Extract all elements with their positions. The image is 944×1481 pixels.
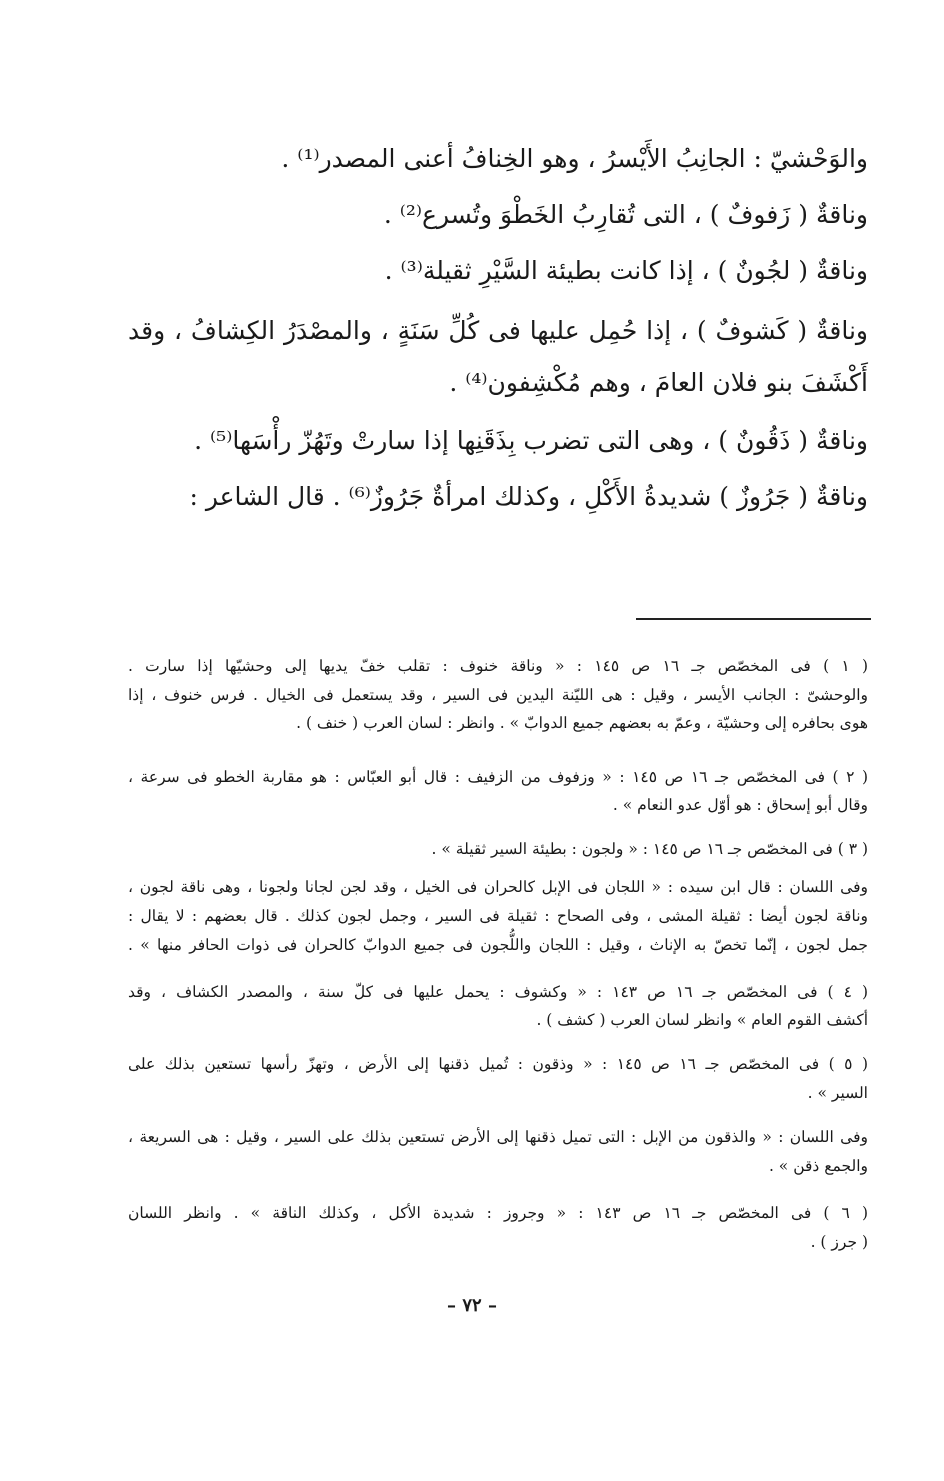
footnote-line: ( ٦ ) فى المخصّص جـ ١٦ ص ١٤٣ : « وجروز : شديدة الأكل ، وكذلك الناقة » . وانظر اللسان — [128, 1204, 869, 1222]
footnote-line: ( ٢ ) فى المخصّص جـ ١٦ ص ١٤٥ : « وزفوف من الزفيف : قال أبو العبّاس : هو مقاربة الخطو فى سرعة ، — [128, 768, 868, 786]
main-text-line: أَكْشَفَ بنو فلان العامَ ، وهم مُكْشِفون⁽⁴⁾ . — [449, 368, 868, 397]
footnote-line: هوى بحافره إلى وحشيّة ، وعمّ به بعضهم جميع الدوابّ » . وانظر : لسان العرب ( خنف ) . — [296, 714, 868, 732]
footnote-line: ( ٤ ) فى المخصّص جـ ١٦ ص ١٤٣ : « وكشوف : يحمل عليها فى كلّ سنة ، والمصدر الكشاف ، وقد — [128, 983, 868, 1001]
footnote-line: والجمع ذقن » . — [768, 1157, 868, 1175]
footnote-line: ( ٣ ) فى المخصّص جـ ١٦ ص ١٤٥ : « ولجون : بطيئة السير ثقيلة » . — [431, 840, 868, 858]
main-text-line: وناقةٌ ( كَشوفٌ ) ، إذا حُمِل عليها فى كُلِّ سَنَةٍ ، والمصْدَرُ الكِشافُ ، وقد — [128, 316, 868, 345]
footnote-line: وفى اللسان : قال ابن سيده : « اللجان فى الإبل كالحران فى الخيل ، وقد لجن لجانا ولجونا ، وهى ناقة لجون ، — [128, 878, 868, 896]
footnote-line: وفى اللسان : « والذقون من الإبل : التى تميل ذقنها إلى الأرض تستعين بذلك على السير ، وقيل : هى السريعة ، — [128, 1128, 868, 1146]
main-text-line: والوَحْشيّ : الجانِبُ الأَيْسرُ ، وهو الخِنافُ أعنى المصدر⁽¹⁾ . — [281, 144, 868, 173]
footnote-line: وقال أبو إسحاق : هو أوّل عدو النعام » . — [612, 796, 868, 814]
footnote-line: السير » . — [807, 1084, 868, 1102]
footnote-line: ( ١ ) فى المخصّص جـ ١٦ ص ١٤٥ : « وناقة خنوف : تقلب خفّ يديها إلى وحشيّها إذا سارت . — [128, 657, 869, 675]
footnote-line: جمل لجون ، إنّما تخصّ به الإناث ، وقيل : اللجان واللُّجون فى جميع الدوابّ كالحران فى ذوات الحافر منها » . — [128, 936, 868, 954]
footnote-separator — [636, 618, 871, 620]
footnote-line: والوحشىّ : الجانب الأيسر ، وقيل : هى الليّنة اليدين فى السير ، وقد يستعمل فى الخيال . فرس خنوف ، إذا — [128, 686, 868, 704]
main-text-line: وناقةٌ ( زَفوفٌ ) ، التى تُقارِبُ الخَطْوَ وتُسرع⁽²⁾ . — [383, 200, 868, 229]
footnote-line: ( ٥ ) فى المخصّص جـ ١٦ ص ١٤٥ : « وذقون : تُميل ذقنها إلى الأرض ، وتهزّ رأسها تستعين بذلك على — [128, 1055, 868, 1073]
footnote-line: وناقة لجون أيضا : ثقيلة المشى ، وفى الصحاح : ثقيلة فى السير ، وجمل لجون كذلك . قال بعضهم : لا يقال : — [128, 907, 868, 925]
page-number: – ٧٢ – — [447, 1295, 497, 1316]
main-text-line: وناقةٌ ( لجُونٌ ) ، إذا كانت بطيئة السَّيْرِ ثقيلة⁽³⁾ . — [384, 256, 868, 285]
main-text-line: وناقةٌ ( ذَقُونٌ ) ، وهى التى تضرب بِذَقَنِها إذا سارتْ وتَهُزّ رأْسَها⁽⁵⁾ . — [194, 426, 868, 455]
footnote-line: ( جرز ) . — [810, 1233, 868, 1251]
main-text-line: وناقةٌ ( جَرُوزٌ ) شديدةُ الأَكْلِ ، وكذلك امرأةٌ جَرُوزٌ⁽⁶⁾ . قال الشاعر : — [189, 482, 868, 511]
footnote-line: أكشف القوم العام » وانظر لسان العرب ( كشف ) . — [536, 1011, 868, 1029]
